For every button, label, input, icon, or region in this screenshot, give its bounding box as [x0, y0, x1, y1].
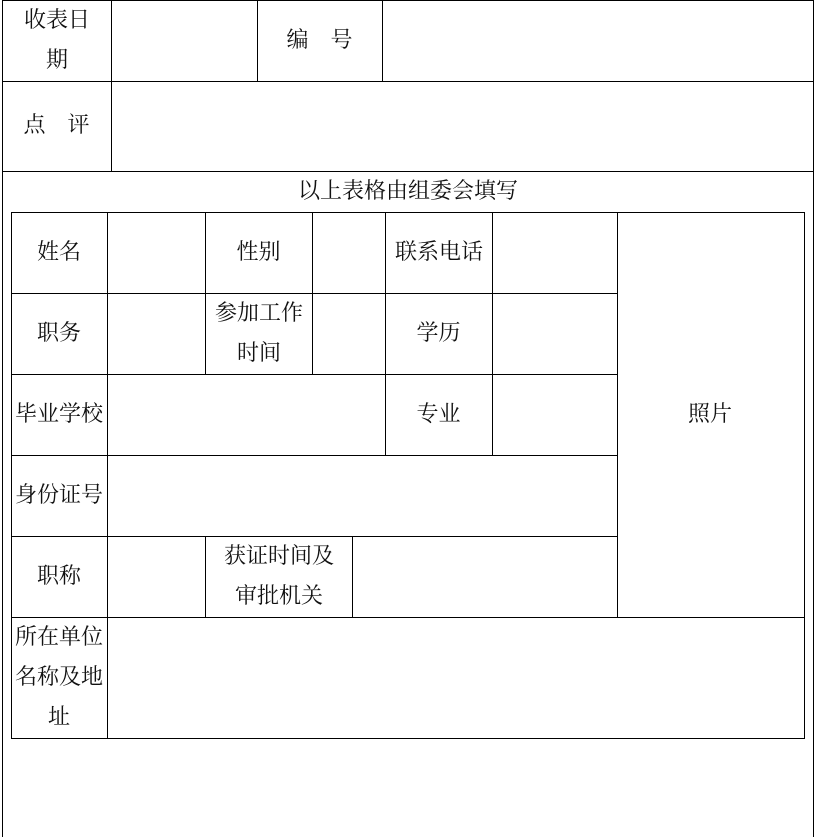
- phone-field[interactable]: [492, 212, 617, 293]
- photo-area[interactable]: [617, 212, 804, 617]
- unit-label: 所在单位名称及地址: [15, 624, 104, 730]
- duty-label: 职务: [36, 320, 81, 346]
- education-label: 学历: [416, 320, 461, 346]
- major-field[interactable]: [492, 374, 617, 455]
- number-field[interactable]: [382, 0, 813, 81]
- school-field[interactable]: [107, 374, 385, 455]
- cert-label: 获证时间及审批机关: [223, 543, 334, 609]
- gender-label: 性别: [236, 239, 281, 265]
- receive-date-field[interactable]: [111, 0, 257, 81]
- id-number-field[interactable]: [107, 455, 617, 536]
- education-field[interactable]: [492, 293, 617, 374]
- title-label: 职称: [36, 563, 81, 589]
- title-field[interactable]: [107, 536, 205, 617]
- unit-field[interactable]: [107, 617, 804, 738]
- name-field[interactable]: [107, 212, 205, 293]
- number-label: 编 号: [286, 27, 353, 53]
- gender-field[interactable]: [312, 212, 385, 293]
- name-label: 姓名: [36, 239, 81, 265]
- section-note: 以上表格由组委会填写: [297, 178, 518, 204]
- work-start-label: 参加工作时间: [215, 300, 304, 366]
- school-label: 毕业学校: [15, 401, 104, 427]
- duty-field[interactable]: [107, 293, 205, 374]
- id-number-label: 身份证号: [15, 482, 104, 508]
- photo-label: 照片: [688, 401, 733, 427]
- comment-field[interactable]: [111, 81, 813, 171]
- comment-label: 点 评: [23, 113, 90, 138]
- phone-label: 联系电话: [395, 239, 484, 265]
- work-start-field[interactable]: [312, 293, 385, 374]
- major-label: 专业: [416, 401, 461, 427]
- receive-date-label: 收表日期: [23, 8, 90, 73]
- cert-field[interactable]: [352, 536, 617, 617]
